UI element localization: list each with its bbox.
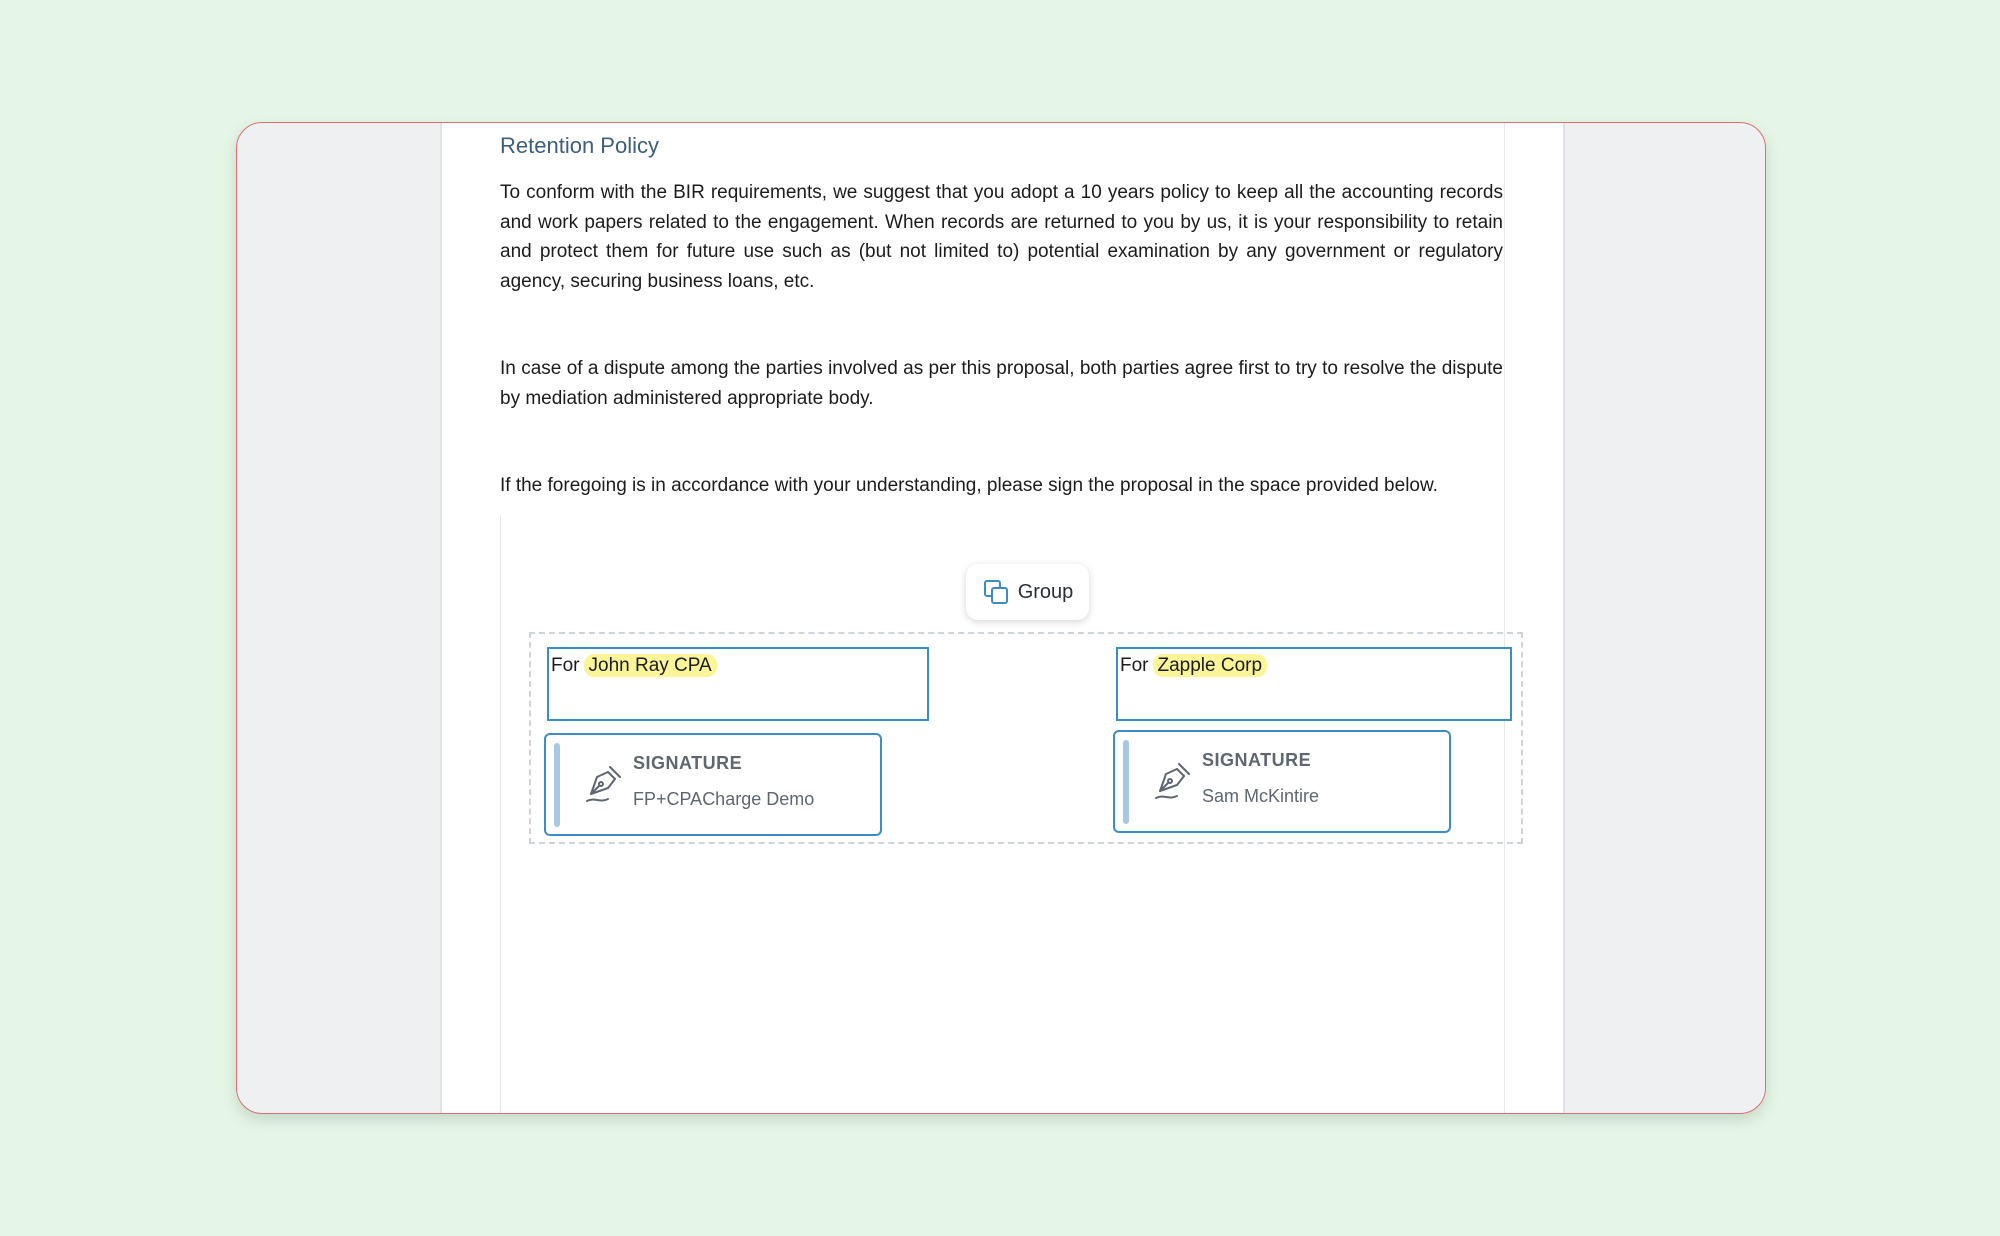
signer-name: FP+CPACharge Demo bbox=[633, 789, 815, 809]
for-field-left[interactable] bbox=[547, 647, 929, 721]
signature-field-right[interactable] bbox=[1113, 730, 1451, 833]
dispute-paragraph: In case of a dispute among the parties involved as per this proposal, both parties agree first to try to resolve the dispute by mediation administered appropriate body. bbox=[500, 358, 1503, 409]
drag-handle[interactable] bbox=[554, 743, 560, 827]
for-field-right[interactable] bbox=[1116, 647, 1512, 721]
drag-handle[interactable] bbox=[1123, 740, 1129, 824]
for-prefix: For bbox=[1120, 655, 1149, 676]
signature-title: SIGNATURE bbox=[633, 753, 743, 773]
signature-title: SIGNATURE bbox=[1202, 750, 1312, 770]
for-prefix: For bbox=[551, 655, 580, 676]
group-button[interactable] bbox=[966, 564, 1089, 620]
retention-paragraph: To conform with the BIR requirements, we suggest that you adopt a 10 years policy to keep all the accounting records and work papers related to the engagement. When records are returned to you by us, it is your responsibility to retain and protect them for future use such as (but not limited to) potential examination by any government or regulatory agency, securing business loans, etc. bbox=[500, 182, 1503, 292]
section-title: Retention Policy bbox=[500, 133, 659, 158]
app-window bbox=[236, 122, 1766, 1114]
pen-icon bbox=[584, 763, 624, 805]
group-button-label: Group bbox=[1017, 580, 1074, 603]
sign-instruction-paragraph: If the foregoing is in accordance with your understanding, please sign the proposal in the space provided below. bbox=[500, 475, 1438, 496]
party-name-highlight: Zapple Corp bbox=[1153, 654, 1268, 677]
pen-icon bbox=[1153, 760, 1193, 802]
party-name-highlight: John Ray CPA bbox=[584, 654, 717, 677]
group-icon bbox=[982, 578, 1010, 606]
signature-field-left[interactable] bbox=[544, 733, 882, 836]
signer-name: Sam McKintire bbox=[1202, 786, 1320, 806]
margin-line-left bbox=[500, 515, 501, 1114]
margin-line-right bbox=[1504, 123, 1505, 1113]
document-page bbox=[440, 123, 1565, 1113]
